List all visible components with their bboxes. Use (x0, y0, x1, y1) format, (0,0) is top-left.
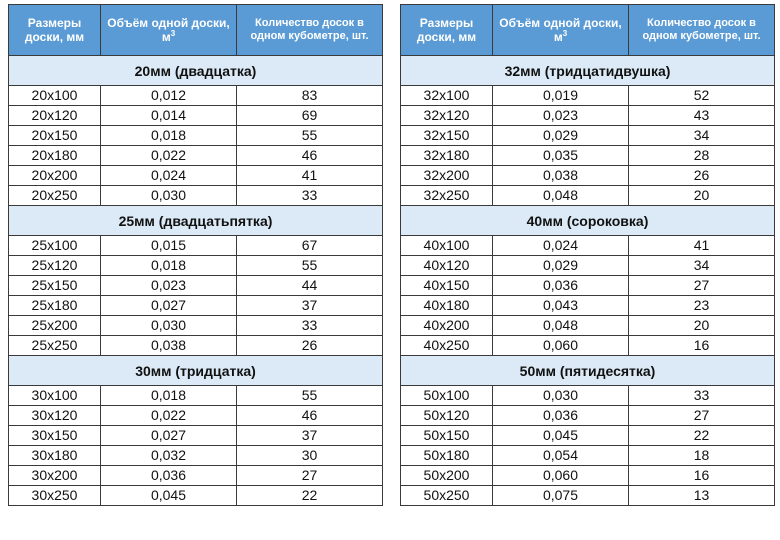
cell-size: 50x200 (401, 466, 493, 486)
column-header-volume-sup: 3 (562, 29, 568, 38)
cell-size: 25x100 (9, 236, 101, 256)
cell-count: 46 (237, 406, 383, 426)
table-row (401, 316, 775, 336)
table-row (401, 126, 775, 146)
board-table-right (400, 4, 775, 506)
table-body-left (9, 56, 383, 506)
table-row (401, 86, 775, 106)
column-header-volume-sup: 3 (170, 29, 176, 38)
cell-count: 83 (237, 86, 383, 106)
cell-volume: 0,038 (101, 336, 237, 356)
cell-size: 25x120 (9, 256, 101, 276)
group-header-row (401, 56, 775, 86)
table-row (9, 386, 383, 406)
cell-count: 33 (237, 316, 383, 336)
group-title: 40мм (сороковка) (401, 206, 775, 236)
cell-volume: 0,024 (101, 166, 237, 186)
cell-volume: 0,038 (493, 166, 629, 186)
cell-count: 20 (629, 316, 775, 336)
cell-volume: 0,036 (493, 276, 629, 296)
cell-volume: 0,024 (493, 236, 629, 256)
cell-volume: 0,012 (101, 86, 237, 106)
group-title: 32мм (тридцатидвушка) (401, 56, 775, 86)
group-header-row (401, 356, 775, 386)
cell-size: 25x150 (9, 276, 101, 296)
cell-count: 22 (629, 426, 775, 446)
table-row (9, 236, 383, 256)
column-header-volume-label: Объём одной доски, м (107, 16, 230, 44)
cell-size: 20x150 (9, 126, 101, 146)
cell-size: 40x180 (401, 296, 493, 316)
cell-count: 55 (237, 386, 383, 406)
cell-volume: 0,060 (493, 336, 629, 356)
table-row (401, 426, 775, 446)
cell-size: 30x250 (9, 486, 101, 506)
cell-size: 20x120 (9, 106, 101, 126)
table-row (9, 186, 383, 206)
cell-count: 26 (237, 336, 383, 356)
cell-size: 50x120 (401, 406, 493, 426)
cell-volume: 0,048 (493, 316, 629, 336)
table-row (9, 256, 383, 276)
table-row (401, 406, 775, 426)
cell-size: 20x100 (9, 86, 101, 106)
cell-count: 30 (237, 446, 383, 466)
cell-size: 50x100 (401, 386, 493, 406)
table-row (401, 446, 775, 466)
table-row (401, 386, 775, 406)
cell-size: 32x100 (401, 86, 493, 106)
cell-count: 52 (629, 86, 775, 106)
cell-size: 32x250 (401, 186, 493, 206)
table-row (401, 336, 775, 356)
cell-volume: 0,035 (493, 146, 629, 166)
table-header-row (401, 5, 775, 56)
group-header-row (9, 206, 383, 236)
cell-volume: 0,029 (493, 126, 629, 146)
table-row (9, 166, 383, 186)
column-header-count: Количество досок в одном кубометре, шт. (237, 5, 383, 56)
column-header-count: Количество досок в одном кубометре, шт. (629, 5, 775, 56)
cell-count: 41 (237, 166, 383, 186)
table-header-row (9, 5, 383, 56)
cell-volume: 0,023 (493, 106, 629, 126)
cell-size: 40x120 (401, 256, 493, 276)
cell-volume: 0,032 (101, 446, 237, 466)
cell-count: 23 (629, 296, 775, 316)
cell-volume: 0,029 (493, 256, 629, 276)
cell-size: 30x200 (9, 466, 101, 486)
cell-volume: 0,019 (493, 86, 629, 106)
table-row (9, 336, 383, 356)
table-row (9, 446, 383, 466)
cell-size: 40x250 (401, 336, 493, 356)
cell-volume: 0,060 (493, 466, 629, 486)
cell-size: 30x100 (9, 386, 101, 406)
table-row (401, 186, 775, 206)
cell-volume: 0,075 (493, 486, 629, 506)
cell-volume: 0,048 (493, 186, 629, 206)
table-row (401, 146, 775, 166)
cell-size: 40x200 (401, 316, 493, 336)
cell-count: 16 (629, 336, 775, 356)
cell-count: 67 (237, 236, 383, 256)
cell-size: 40x150 (401, 276, 493, 296)
cell-count: 37 (237, 426, 383, 446)
cell-size: 32x150 (401, 126, 493, 146)
cell-count: 33 (237, 186, 383, 206)
cell-count: 43 (629, 106, 775, 126)
cell-volume: 0,022 (101, 406, 237, 426)
cell-count: 41 (629, 236, 775, 256)
cell-count: 26 (629, 166, 775, 186)
cell-volume: 0,018 (101, 126, 237, 146)
table-row (9, 106, 383, 126)
cell-size: 50x150 (401, 426, 493, 446)
cell-size: 30x150 (9, 426, 101, 446)
column-header-volume (493, 5, 629, 56)
group-title: 20мм (двадцатка) (9, 56, 383, 86)
cell-count: 28 (629, 146, 775, 166)
column-header-size: Размеры доски, мм (401, 5, 493, 56)
cell-volume: 0,018 (101, 256, 237, 276)
table-row (9, 276, 383, 296)
cell-count: 27 (629, 406, 775, 426)
group-header-row (9, 56, 383, 86)
cell-size: 25x200 (9, 316, 101, 336)
cell-size: 32x120 (401, 106, 493, 126)
table-row (9, 406, 383, 426)
cell-size: 25x180 (9, 296, 101, 316)
cell-count: 55 (237, 126, 383, 146)
cell-size: 30x120 (9, 406, 101, 426)
group-header-row (401, 206, 775, 236)
table-row (9, 316, 383, 336)
cell-size: 50x180 (401, 446, 493, 466)
column-header-size: Размеры доски, мм (9, 5, 101, 56)
cell-count: 34 (629, 256, 775, 276)
cell-size: 20x250 (9, 186, 101, 206)
cell-count: 33 (629, 386, 775, 406)
cell-count: 69 (237, 106, 383, 126)
cell-volume: 0,054 (493, 446, 629, 466)
cell-volume: 0,030 (101, 186, 237, 206)
cell-count: 27 (629, 276, 775, 296)
table-row (9, 486, 383, 506)
cell-volume: 0,023 (101, 276, 237, 296)
cell-volume: 0,030 (101, 316, 237, 336)
cell-count: 20 (629, 186, 775, 206)
cell-volume: 0,022 (101, 146, 237, 166)
cell-count: 37 (237, 296, 383, 316)
cell-count: 22 (237, 486, 383, 506)
group-title: 50мм (пятидесятка) (401, 356, 775, 386)
board-table-left (8, 4, 383, 506)
table-row (9, 126, 383, 146)
cell-count: 44 (237, 276, 383, 296)
table-row (401, 296, 775, 316)
table-row (401, 466, 775, 486)
cell-count: 18 (629, 446, 775, 466)
cell-volume: 0,036 (493, 406, 629, 426)
column-header-volume (101, 5, 237, 56)
cell-volume: 0,027 (101, 426, 237, 446)
cell-count: 46 (237, 146, 383, 166)
cell-size: 40x100 (401, 236, 493, 256)
table-row (9, 146, 383, 166)
cell-volume: 0,036 (101, 466, 237, 486)
table-row (9, 296, 383, 316)
cell-size: 30x180 (9, 446, 101, 466)
cell-size: 20x200 (9, 166, 101, 186)
cell-volume: 0,043 (493, 296, 629, 316)
group-title: 25мм (двадцатьпятка) (9, 206, 383, 236)
cell-count: 55 (237, 256, 383, 276)
table-row (401, 276, 775, 296)
table-row (401, 106, 775, 126)
table-row (401, 486, 775, 506)
group-title: 30мм (тридцатка) (9, 356, 383, 386)
cell-volume: 0,015 (101, 236, 237, 256)
cell-volume: 0,027 (101, 296, 237, 316)
cell-volume: 0,018 (101, 386, 237, 406)
cell-size: 50x250 (401, 486, 493, 506)
table-row (9, 466, 383, 486)
table-body-right (401, 56, 775, 506)
group-header-row (9, 356, 383, 386)
table-row (9, 86, 383, 106)
cell-count: 27 (237, 466, 383, 486)
cell-volume: 0,045 (493, 426, 629, 446)
cell-size: 20x180 (9, 146, 101, 166)
table-row (401, 256, 775, 276)
cell-size: 25x250 (9, 336, 101, 356)
cell-size: 32x200 (401, 166, 493, 186)
cell-size: 32x180 (401, 146, 493, 166)
cell-count: 34 (629, 126, 775, 146)
table-row (401, 236, 775, 256)
table-row (401, 166, 775, 186)
cell-volume: 0,030 (493, 386, 629, 406)
cell-count: 16 (629, 466, 775, 486)
cell-volume: 0,014 (101, 106, 237, 126)
cell-count: 13 (629, 486, 775, 506)
cell-volume: 0,045 (101, 486, 237, 506)
table-row (9, 426, 383, 446)
column-header-volume-label: Объём одной доски, м (499, 16, 622, 44)
